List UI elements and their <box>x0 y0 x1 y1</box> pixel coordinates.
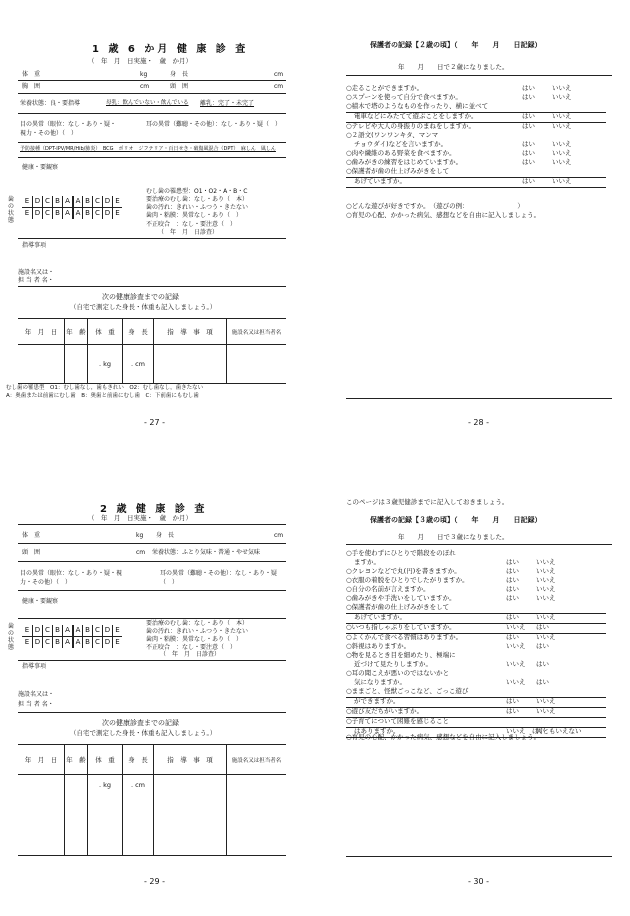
tooth-cell: A <box>62 625 72 636</box>
answer-option-2: いいえ <box>552 149 572 157</box>
page-title: 保護者の記録【２歳の頃】（ 年 月 日記録） <box>370 41 542 49</box>
tooth-cell: E <box>24 197 30 205</box>
question-text: はありますか。 <box>354 727 400 735</box>
col-date: 年 月 日 <box>18 745 65 775</box>
answer-option-2: いいえ <box>536 633 556 641</box>
tooth-cell: B <box>82 637 92 648</box>
page-title: 2 歳 健 康 診 査 <box>100 504 208 515</box>
tooth-cell: D <box>32 625 42 636</box>
record-title: 次の健康診査までの記録 <box>102 719 179 727</box>
answer-option-2: いいえ <box>536 707 556 715</box>
answer-option-2: いいえ <box>536 585 556 593</box>
head-unit: cm <box>274 83 284 90</box>
nutrition-status: 栄養状態：良・要指導 <box>20 100 81 107</box>
facility-name-label: 施設名又は・ <box>18 691 55 698</box>
staff-name-label: 担 当 者 名・ <box>18 701 54 708</box>
dental-occlusion: 不正咬合 ：なし・要注意（ ） <box>146 644 237 651</box>
tooth-cell: B <box>52 208 62 219</box>
answer-option-1: はい <box>522 112 535 120</box>
question-text: ○物を見るとき目を細めたり、極端に <box>346 651 456 659</box>
weight-unit: kg <box>140 71 148 78</box>
page-title: 保護者の記録【３歳の頃】（ 年 月 日記録） <box>370 516 542 524</box>
page-number: - 27 - <box>144 418 166 427</box>
question-text: ○２語文(ワンワンキタ、マンマ <box>346 131 439 139</box>
dental-treatment-need: 要治療のむし歯：なし・あり（ 本） <box>146 620 249 627</box>
answer-option-2: いいえ <box>536 613 556 621</box>
head-label: 頭 囲 <box>22 549 41 556</box>
tooth-cell: A <box>72 637 82 648</box>
question-row <box>346 550 606 559</box>
question-text: ○ままごと、怪獣ごっこなど、ごっこ遊び <box>346 687 469 695</box>
question-list <box>346 550 606 738</box>
tooth-cell: B <box>52 196 62 207</box>
tooth-cell: C <box>92 625 102 636</box>
tooth-cell: A <box>72 208 82 219</box>
dental-gum: 歯肉・粘膜：異常なし・あり（ ） <box>146 636 243 643</box>
page-number: - 28 - <box>468 418 490 427</box>
footnote-caries-1: むし歯の罹患型 O1：むし歯なし，歯もきれい O2：むし歯なし，歯きたない <box>6 385 204 391</box>
answer-option-2: いいえ <box>536 594 556 602</box>
dental-caries-type: むし歯の罹患型：O1・O2・A・B・C <box>146 188 248 195</box>
question-text: ○子育てについて困難を感じること <box>346 717 450 725</box>
col-weight: 体 重 <box>88 745 123 775</box>
chest-label: 胸 囲 <box>22 83 41 90</box>
page-number: - 29 - <box>144 877 166 886</box>
answer-option-1: はい <box>522 84 535 92</box>
weight-label: 体 重 <box>22 532 41 539</box>
height-unit: cm <box>274 532 284 539</box>
head-label: 頭 囲 <box>170 83 189 90</box>
question-text: ○走ることができますか。 <box>346 84 424 92</box>
question-text: 気になりますか。 <box>354 678 406 686</box>
growth-record-table <box>18 318 286 384</box>
answer-option-1: いいえ はい <box>506 727 545 735</box>
birthday-line: 年 月 日で３歳になりました。 <box>398 533 509 541</box>
answer-option-1: はい <box>522 158 535 166</box>
tooth-cell: A <box>62 637 72 648</box>
question-text: ○積木で塔のようなものを作ったり、横に並べて <box>346 102 489 110</box>
question-text: ○テレビや大人の身振りのまねをしますか。 <box>346 122 476 130</box>
eye-abnormality: 目の異常（眼位：なし・あり・疑・視力・その他）（ ） <box>20 570 123 586</box>
question-text: ○保護者が歯の仕上げみがきをして <box>346 167 450 175</box>
answer-option-2: 何ともいえない <box>536 727 582 735</box>
answer-option-1: はい <box>506 576 519 584</box>
weight-label: 体 重 <box>22 71 41 78</box>
weight-entry: . kg <box>88 345 123 384</box>
question-text: あげていますか。 <box>354 613 406 621</box>
guidance-label: 指導事項 <box>22 663 47 670</box>
question-text: ○スプーンを使って自分で食べますか。 <box>346 93 462 101</box>
question-text: ○クレヨンなどで丸(円)を書きますか。 <box>346 567 461 575</box>
answer-option-2: いいえ <box>552 122 572 130</box>
col-weight: 体 重 <box>88 319 123 345</box>
staff-name-label: 担 当 者 名・ <box>18 277 54 284</box>
footnote-caries-2: A：奥歯または前歯にむし歯 B：奥歯と前歯にむし歯 C：下前歯にもむし歯 <box>6 393 199 399</box>
answer-option-2: いいえ <box>536 567 556 575</box>
question-text: ○歯みがきの練習をはじめていますか。 <box>346 158 463 166</box>
tooth-cell: E <box>24 638 30 646</box>
lower-teeth-chart <box>22 637 122 648</box>
answer-option-1: いいえ <box>506 678 526 686</box>
tooth-cell: E <box>112 637 122 648</box>
col-age: 年 齢 <box>65 319 88 345</box>
upper-teeth-chart <box>22 196 122 208</box>
tooth-cell: E <box>112 208 122 219</box>
answer-option-1: はい <box>506 585 519 593</box>
tooth-cell: B <box>82 208 92 219</box>
answer-option-2: いいえ <box>552 158 572 166</box>
answer-option-1: はい <box>506 707 519 715</box>
height-unit: cm <box>274 71 284 78</box>
tooth-cell: D <box>102 208 112 219</box>
col-age: 年 齢 <box>65 745 88 775</box>
question-text: 近づけて見たりしますか。 <box>354 660 432 668</box>
answer-option-1: はい <box>506 594 519 602</box>
tooth-cell: D <box>32 208 42 219</box>
question-row <box>346 178 606 188</box>
answer-option-2: いいえ <box>536 558 556 566</box>
free-note-prompt: ○育児の心配、かかった病気、感想などを自由に記入しましょう。 <box>346 733 541 741</box>
answer-option-2: いいえ <box>536 576 556 584</box>
question-text: ○歯みがきや手洗いをしていますか。 <box>346 594 456 602</box>
health-observation-label: 健康・要観察 <box>22 164 59 171</box>
tooth-cell: E <box>24 209 30 217</box>
answer-option-2: いいえ <box>552 140 572 148</box>
question-text: ○肉や繊維のある野菜を食べますか。 <box>346 149 456 157</box>
tooth-cell: C <box>42 208 52 219</box>
answer-option-1: はい <box>506 613 519 621</box>
tooth-cell: D <box>102 196 112 207</box>
answer-option-1: はい <box>522 122 535 130</box>
question-text: ○よくかんで食べる習慣はありますか。 <box>346 633 463 641</box>
free-note-prompt: ○育児の心配、かかった病気、感想などを自由に記入しましょう。 <box>346 211 541 219</box>
height-entry: . cm <box>123 345 154 384</box>
dental-treatment-need: 要治療のむし歯：なし・あり（ 本） <box>146 196 249 203</box>
page-note: このページは３歳児健診までに記入しておきましょう。 <box>346 498 509 506</box>
tooth-cell: C <box>92 208 102 219</box>
question-text: ○耳の聞こえが悪いのではないかと <box>346 669 450 677</box>
breastfeeding-status: 母乳：飲んでいない・飲んでいる <box>106 100 189 106</box>
question-text: ○斜視はありますか。 <box>346 642 411 650</box>
favorite-play-question: ○どんな遊びが好きですか。 （遊びの例： ） <box>346 202 524 210</box>
dental-dirt: 歯の汚れ：きれい・ふつう・きたない <box>146 628 249 635</box>
question-text: ができますか。 <box>354 697 400 705</box>
col-date: 年 月 日 <box>18 319 65 345</box>
tooth-cell: B <box>82 625 92 636</box>
weight-unit: kg <box>136 532 144 539</box>
answer-option-2: いいえ <box>552 112 572 120</box>
answer-option-2: はい <box>536 642 549 650</box>
tooth-cell: D <box>32 196 42 207</box>
exam-date-line: （ 年 月 日実施・ 歳 か月） <box>88 57 192 65</box>
tooth-cell: C <box>42 625 52 636</box>
health-observation-label: 健康・要観察 <box>22 598 59 605</box>
answer-option-1: はい <box>506 558 519 566</box>
question-text: ますか。 <box>354 558 380 566</box>
vaccination-record: 予防接種（DPT-IPV/MR/Hib/肺炎） BCG ポリオ ジフテリア・百日せき・破傷風混合（DPT） 麻しん 風しん <box>20 146 276 152</box>
page-number: - 30 - <box>468 877 490 886</box>
tooth-cell: C <box>92 196 102 207</box>
tooth-cell: D <box>102 625 112 636</box>
col-guidance: 指 導 事 項 <box>154 319 227 345</box>
tooth-cell: B <box>52 625 62 636</box>
dental-occlusion: 不正咬合 ：なし・要注意（ ） <box>146 221 237 228</box>
question-text: ○いつも指しゃぶりをしていますか。 <box>346 623 456 631</box>
col-height: 身 長 <box>123 745 154 775</box>
question-text: ○自分の名前が言えますか。 <box>346 585 430 593</box>
question-text: チョウダイ)などを言いますか。 <box>354 140 448 148</box>
tooth-cell: E <box>24 626 30 634</box>
question-text: あげていますか。 <box>354 177 406 185</box>
tooth-cell: D <box>102 637 112 648</box>
question-text: 電車などにみたてて遊ぶことをしますか。 <box>354 112 478 120</box>
answer-option-1: はい <box>522 149 535 157</box>
question-list <box>346 85 606 188</box>
answer-option-2: いいえ <box>536 697 556 705</box>
answer-option-2: いいえ <box>552 93 572 101</box>
page-title: 1 歳 6 か月 健 康 診 査 <box>92 44 249 55</box>
teeth-status-label: 歯の状態 <box>8 623 15 651</box>
tooth-cell: C <box>42 196 52 207</box>
tooth-cell: A <box>62 196 72 207</box>
height-label: 身 長 <box>156 532 175 539</box>
dental-exam-date: （ 年 月 日診査） <box>160 651 221 658</box>
teeth-status-label: 歯の状態 <box>8 196 15 224</box>
upper-teeth-chart <box>22 625 122 637</box>
growth-record-table <box>18 744 286 856</box>
answer-option-2: いいえ <box>552 84 572 92</box>
record-subtitle: （自宅で測定した身長・体重も記入しましょう。） <box>70 729 217 737</box>
height-label: 身 長 <box>170 71 189 78</box>
answer-option-1: はい <box>506 697 519 705</box>
answer-option-1: はい <box>522 177 535 185</box>
answer-option-2: いいえ <box>552 177 572 185</box>
dental-dirt: 歯の汚れ：きれい・ふつう・きたない <box>146 204 249 211</box>
guidance-label: 指導事項 <box>22 242 47 249</box>
col-facility: 施設名又は担当者名 <box>227 319 287 345</box>
dental-exam-date: （ 年 月 日診査） <box>158 229 219 236</box>
tooth-cell: E <box>112 196 122 207</box>
weight-entry: . kg <box>88 775 123 856</box>
question-text: ○遊び友だちがいますか。 <box>346 707 424 715</box>
tooth-cell: A <box>72 196 82 207</box>
chest-unit: cm <box>140 83 150 90</box>
answer-option-1: いいえ <box>506 623 526 631</box>
record-title: 次の健康診査までの記録 <box>102 293 179 301</box>
answer-option-2: はい <box>536 623 549 631</box>
tooth-cell: C <box>42 637 52 648</box>
birthday-line: 年 月 日で２歳になりました。 <box>398 63 509 71</box>
tooth-cell: A <box>72 625 82 636</box>
tooth-cell: B <box>82 196 92 207</box>
eye-abnormality: 目の異常（眼位：なし・あり・疑・視力・その他）（ ） <box>20 121 117 137</box>
exam-date-line: （ 年 月 日実施・ 歳 か月） <box>88 514 192 522</box>
answer-option-1: はい <box>522 93 535 101</box>
tooth-cell: B <box>52 637 62 648</box>
tooth-cell: C <box>92 637 102 648</box>
height-entry: . cm <box>123 775 154 856</box>
col-height: 身 長 <box>123 319 154 345</box>
facility-name-label: 施設名又は・ <box>18 269 55 276</box>
ear-abnormality: 耳の異常（難聴・その他）：なし・あり・疑（ ） <box>146 121 282 128</box>
answer-option-2: はい <box>536 678 549 686</box>
answer-option-1: いいえ <box>506 642 526 650</box>
answer-option-2: はい <box>536 660 549 668</box>
ear-abnormality: 耳の異常（難聴・その他）：なし・あり・疑（ ） <box>160 570 278 586</box>
question-text: ○手を使わずにひとりで階段をのぼれ <box>346 549 456 557</box>
head-unit: cm <box>136 549 146 556</box>
answer-option-1: はい <box>522 140 535 148</box>
nutrition-status: 栄養状態：ふとり気味・普通・やせ気味 <box>152 549 261 556</box>
question-text: ○保護者が歯の仕上げみがきをして <box>346 603 450 611</box>
answer-option-1: はい <box>506 567 519 575</box>
question-text: ○衣服の着脱をひとりでしたがりますか。 <box>346 576 469 584</box>
weaning-status: 離乳：完了・未完了 <box>200 100 255 107</box>
dental-gum: 歯肉・粘膜：異常なし・あり（ ） <box>146 212 243 219</box>
answer-option-1: はい <box>506 633 519 641</box>
record-subtitle: （自宅で測定した身長・体重も記入しましょう。） <box>70 303 217 311</box>
col-facility: 施設名又は担当者名 <box>227 745 287 775</box>
col-guidance: 指 導 事 項 <box>154 745 227 775</box>
tooth-cell: A <box>62 208 72 219</box>
tooth-cell: D <box>32 637 42 648</box>
answer-option-1: いいえ <box>506 660 526 668</box>
tooth-cell: E <box>112 625 122 636</box>
lower-teeth-chart <box>22 208 122 219</box>
